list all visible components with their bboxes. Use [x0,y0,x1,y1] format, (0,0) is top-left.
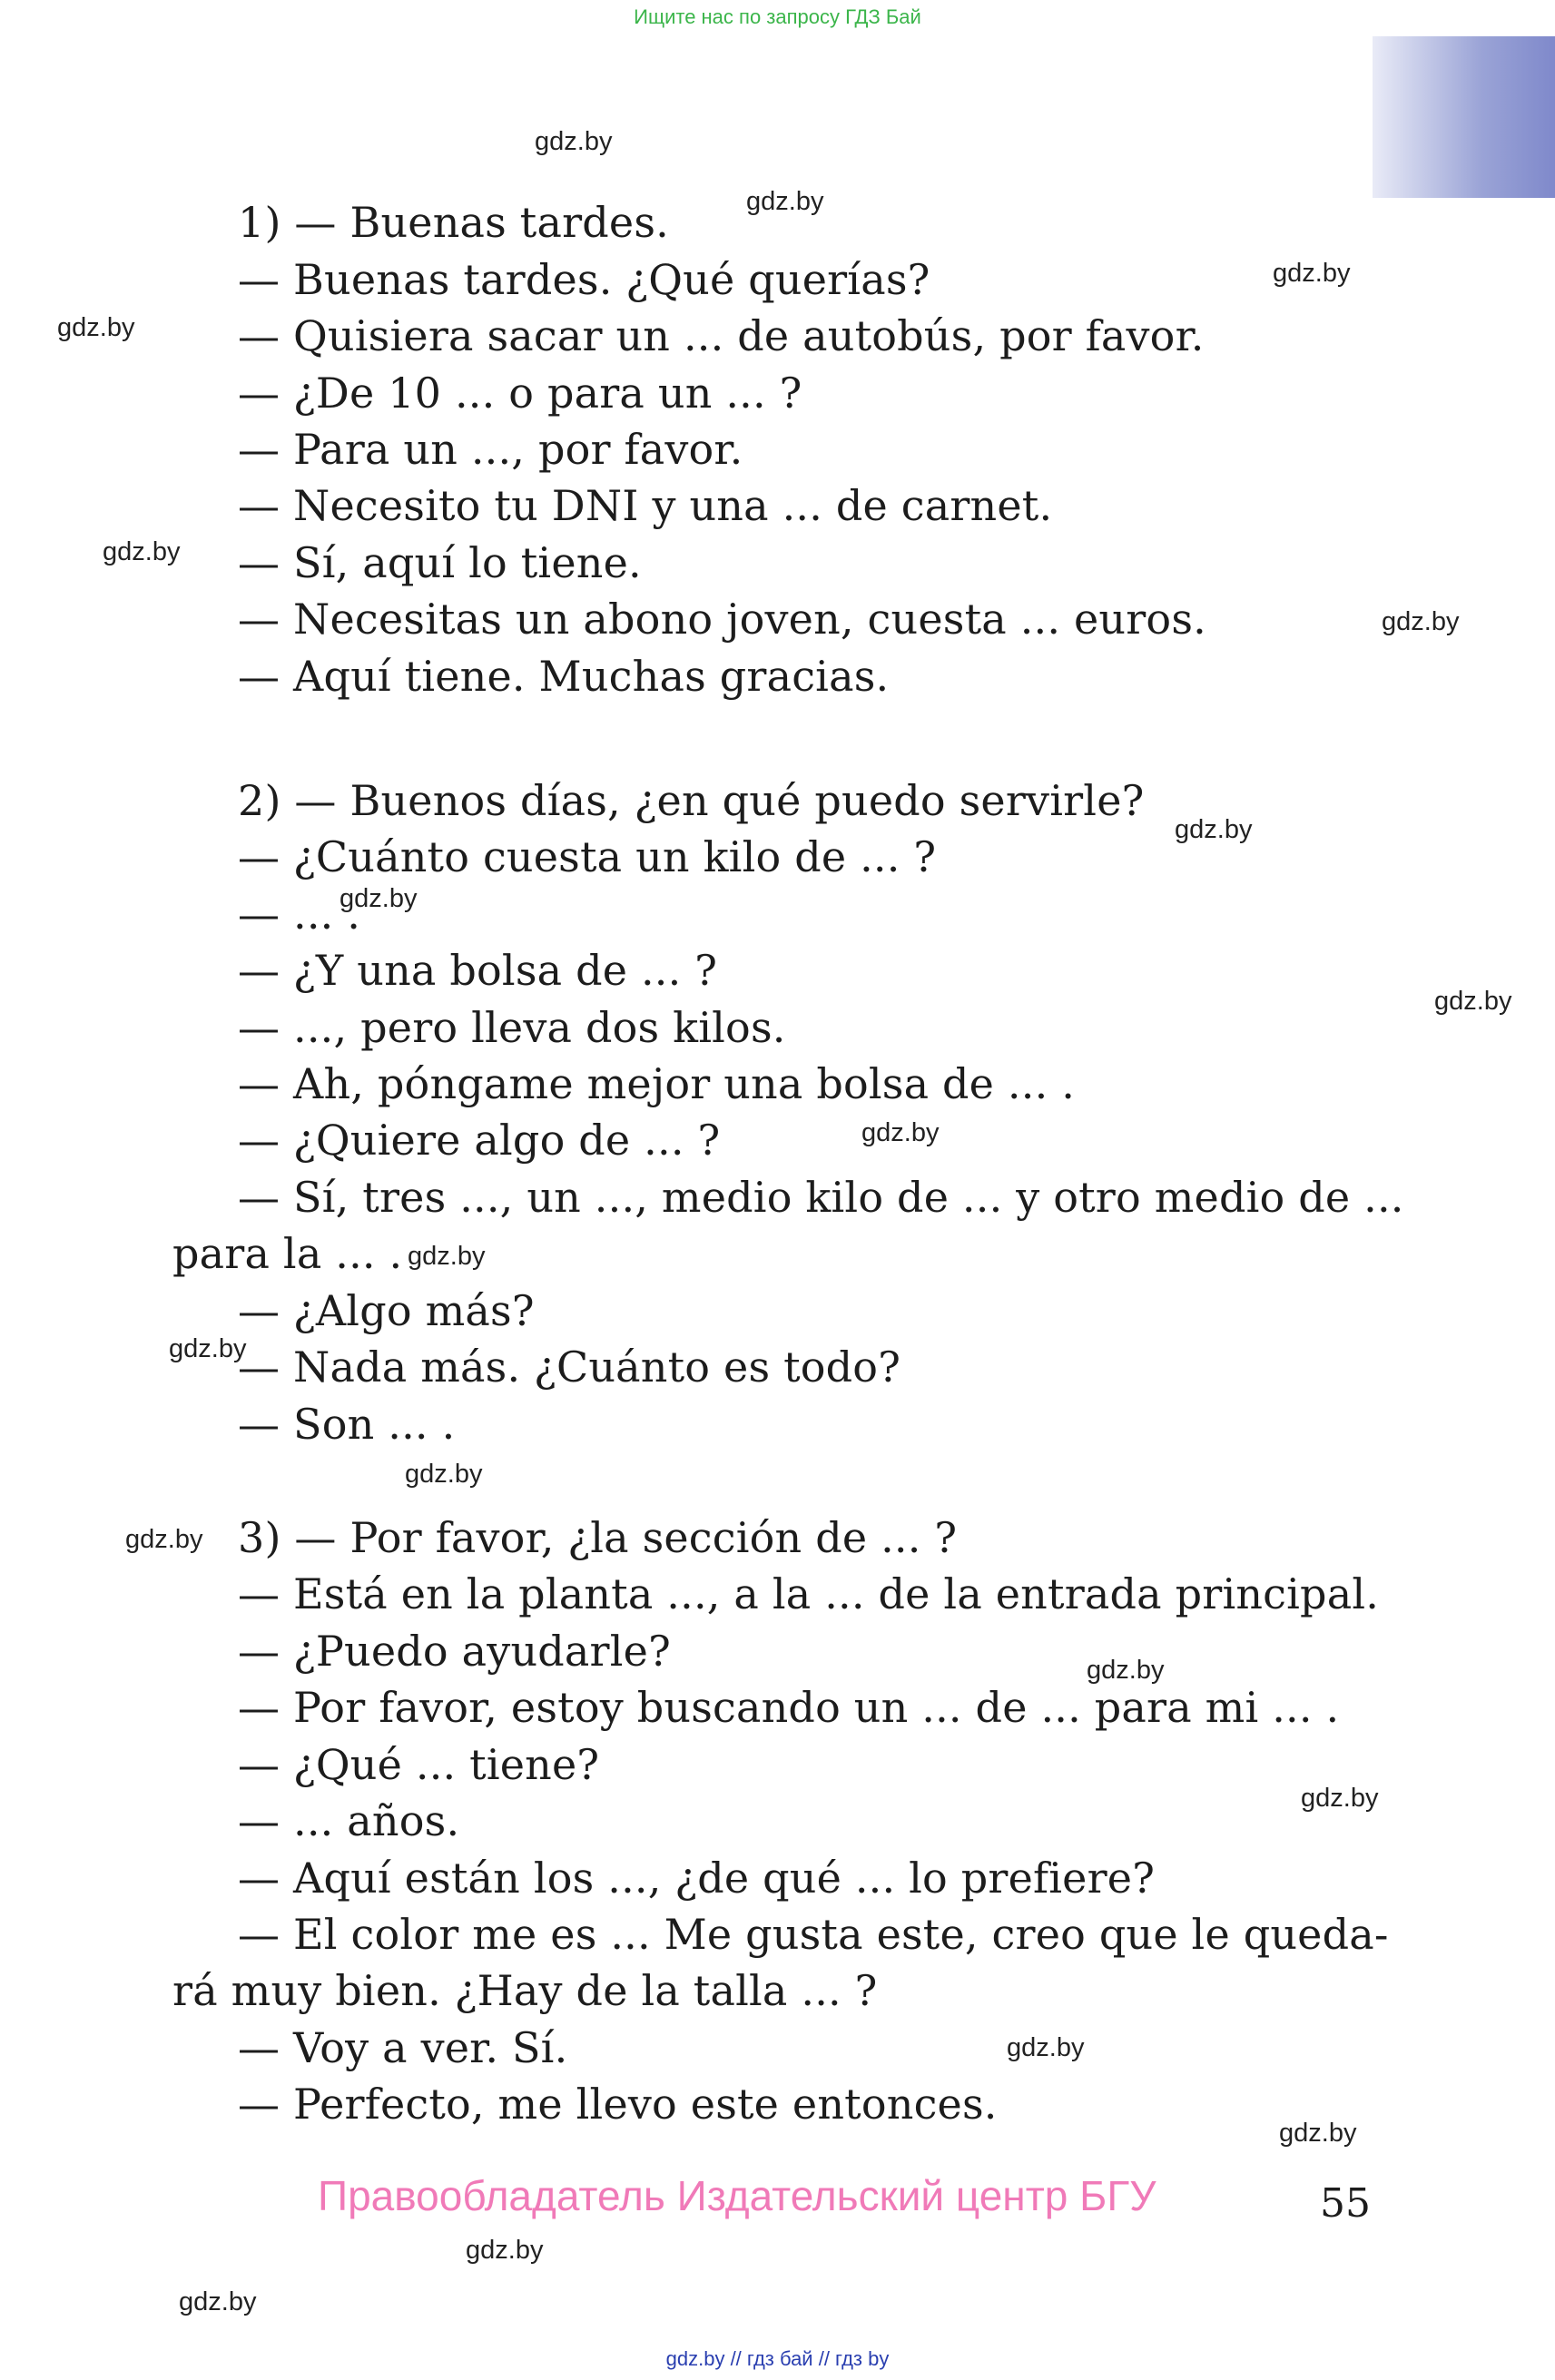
dialogue-line: — Por favor, estoy buscando un ... de ... para mi ... . [238,1683,1340,1732]
dialogue-line: — Sí, tres ..., un ..., medio kilo de ... y otro medio de ... [238,1173,1404,1222]
dialogue-line: — ¿Quiere algo de ... ? [238,1116,721,1165]
watermark: gdz.by [861,1118,940,1147]
watermark: gdz.by [405,1460,483,1489]
dialogue-line: — ¿Y una bolsa de ... ? [238,946,718,995]
watermark: gdz.by [1273,259,1351,288]
dialogue-line: 3) — Por favor, ¿la sección de ... ? [238,1513,958,1562]
dialogue-line: rá muy bien. ¿Hay de la talla ... ? [172,1966,878,2015]
watermark: gdz.by [1087,1656,1165,1685]
copyright-notice: Правообладатель Издательский центр БГУ [318,2172,1156,2219]
dialogue-line: — Aquí están los ..., ¿de qué ... lo prefiere? [238,1854,1156,1903]
dialogue-line: — Son ... . [238,1400,456,1449]
dialogue-line: — Para un ..., por favor. [238,425,743,474]
watermark: gdz.by [1434,987,1512,1016]
watermark: gdz.by [103,537,181,566]
watermark: gdz.by [1175,815,1253,844]
dialogue-line: — Está en la planta ..., a la ... de la entrada principal. [238,1569,1380,1618]
page-number: 55 [1320,2180,1371,2227]
dialogue-line: — Buenas tardes. ¿Qué querías? [238,255,930,304]
dialogue-line: — Nada más. ¿Cuánto es todo? [238,1342,901,1392]
watermark: gdz.by [466,2236,544,2265]
dialogue-line: — ¿Cuánto cuesta un kilo de ... ? [238,832,937,881]
banner-text: Ищите нас по запросу ГДЗ Бай [634,5,921,28]
watermark: gdz.by [1007,2033,1085,2062]
watermark: gdz.by [535,127,613,156]
dialogue-line: — ..., pero lleva dos kilos. [238,1003,786,1052]
dialogue-line: — Ah, póngame mejor una bolsa de ... . [238,1059,1076,1108]
dialogue-line: para la ... . [172,1229,403,1278]
dialogue-line: — Perfecto, me llevo este entonces. [238,2080,998,2129]
dialogue-line: — Necesitas un abono joven, cuesta ... euros. [238,595,1206,644]
watermark: gdz.by [1279,2119,1357,2148]
watermark: gdz.by [408,1242,486,1271]
corner-tab [1373,36,1555,198]
dialogue-line: — ¿Puedo ayudarle? [238,1627,671,1676]
watermark: gdz.by [169,1334,247,1363]
dialogue-line: — ¿De 10 ... o para un ... ? [238,369,802,418]
watermark: gdz.by [340,884,418,913]
dialogue-line: — ... años. [238,1796,460,1845]
dialogue-line: — ... . [238,890,361,939]
dialogue-line: — Quisiera sacar un ... de autobús, por favor. [238,311,1205,360]
watermark: gdz.by [1301,1784,1379,1813]
dialogue-line: — Necesito tu DNI y una ... de carnet. [238,481,1053,530]
watermark: gdz.by [1382,607,1460,636]
dialogue-line: — Sí, aquí lo tiene. [238,538,642,587]
dialogue-line: — El color me es ... Me gusta este, creo que le queda- [238,1910,1389,1959]
bottom-links[interactable] [0,2347,1555,2371]
dialogue-line: — ¿Algo más? [238,1286,535,1335]
top-banner[interactable] [0,5,1555,29]
dialogue-line: — Voy a ver. Sí. [238,2023,568,2072]
dialogue-line: — ¿Qué ... tiene? [238,1740,600,1789]
watermark: gdz.by [179,2287,257,2316]
bottom-links-text[interactable]: gdz.by // гдз бай // гдз by [665,2347,890,2370]
watermark: gdz.by [125,1525,203,1554]
dialogue-line: 2) — Buenos días, ¿en qué puedo servirle? [238,776,1145,825]
watermark: gdz.by [746,187,824,216]
dialogue-line: — Aquí tiene. Muchas gracias. [238,652,890,701]
dialogue-line: 1) — Buenas tardes. [238,198,669,247]
watermark: gdz.by [57,313,135,342]
